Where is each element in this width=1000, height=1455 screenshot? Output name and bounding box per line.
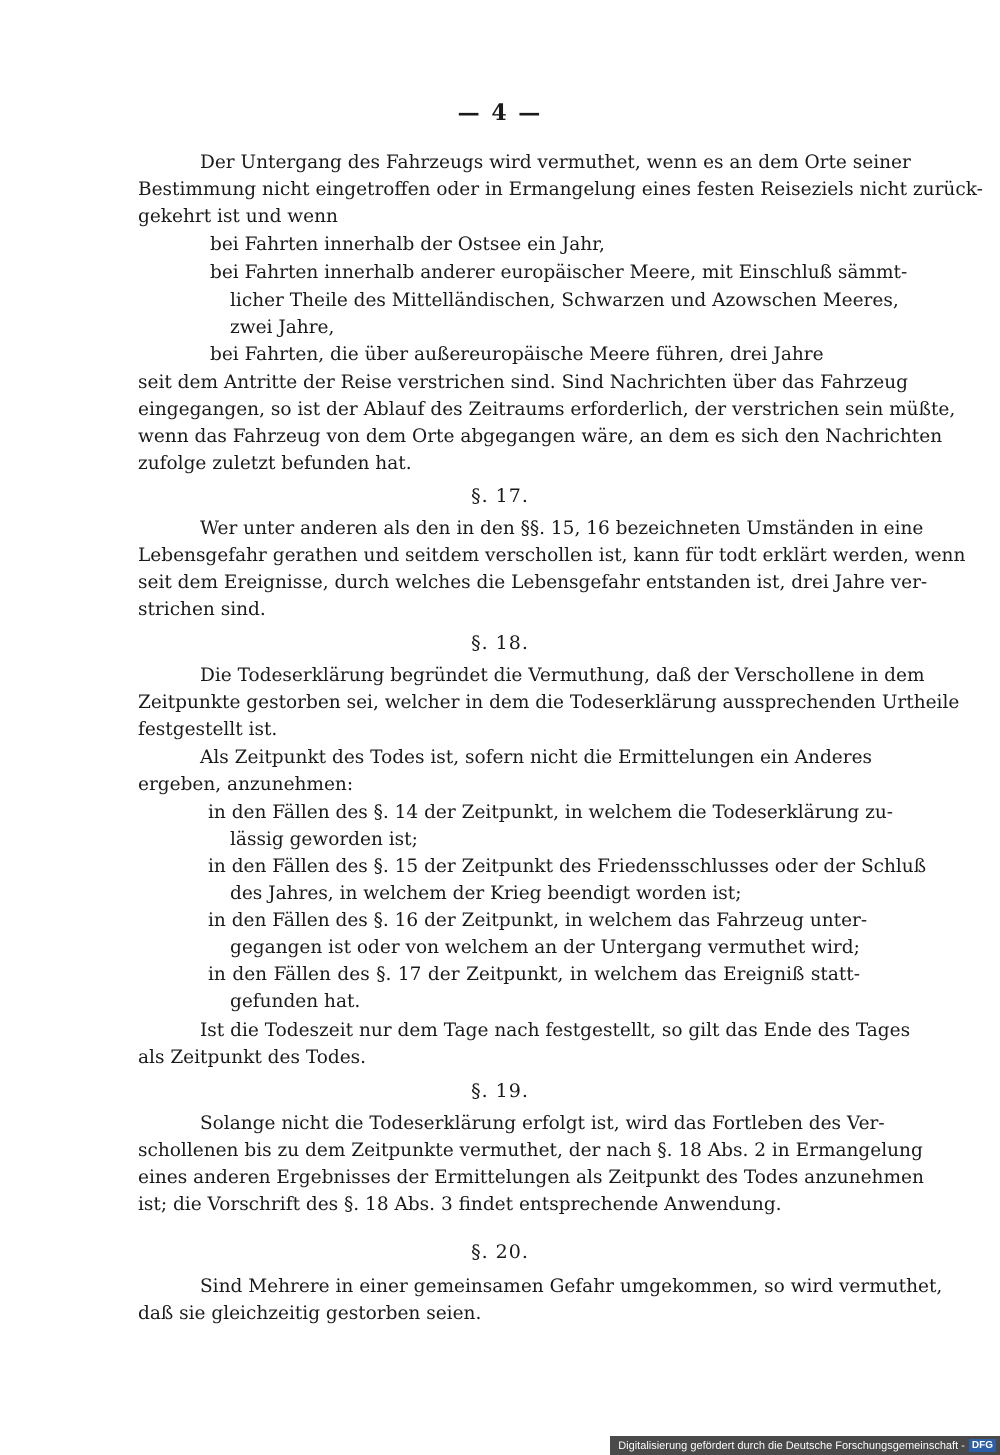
list-item: lässig geworden ist; [230,829,418,850]
section-heading: §. 20. [471,1241,529,1263]
list-item: licher Theile des Mittelländischen, Schwarzen und Azowschen Meeres, [230,290,899,311]
dfg-logo: DFG [969,1439,996,1452]
digitization-footer [610,1436,1000,1455]
text-line: Lebensgefahr gerathen und seitdem verschollen ist, kann für todt erklärt werden, wenn [138,545,966,566]
text-line: Als Zeitpunkt des Todes ist, sofern nicht die Ermittelungen ein Anderes [200,747,873,768]
text-line: seit dem Ereignisse, durch welches die Lebensgefahr entstanden ist, drei Jahre ver- [138,572,928,593]
list-item: gegangen ist oder von welchem an der Untergang vermuthet wird; [230,937,860,958]
text-line: Bestimmung nicht eingetroffen oder in Ermangelung eines festen Reiseziels nicht zurück- [138,179,983,200]
text-line: wenn das Fahrzeug von dem Orte abgegangen wäre, an dem es sich den Nachrichten [138,426,943,447]
text-line: seit dem Antritte der Reise verstrichen sind. Sind Nachrichten über das Fahrzeug [138,372,908,393]
text-line: Wer unter anderen als den in den §§. 15, 16 bezeichneten Umständen in eine [200,518,924,539]
list-item: in den Fällen des §. 17 der Zeitpunkt, in welchem das Ereigniß statt- [208,964,860,985]
section-heading: §. 18. [471,632,529,654]
list-item: bei Fahrten innerhalb der Ostsee ein Jahr, [210,234,605,255]
list-item: des Jahres, in welchem der Krieg beendigt worden ist; [230,883,742,904]
text-line: zufolge zuletzt befunden hat. [138,453,412,474]
text-line: eingegangen, so ist der Ablauf des Zeitraums erforderlich, der verstrichen sein müßte, [138,399,956,420]
text-line: festgestellt ist. [138,719,278,740]
text-line: Sind Mehrere in einer gemeinsamen Gefahr umgekommen, so wird vermuthet, [200,1276,943,1297]
section-heading: §. 19. [471,1080,529,1102]
text-line: ergeben, anzunehmen: [138,774,354,795]
list-item: in den Fällen des §. 15 der Zeitpunkt des Friedensschlusses oder der Schluß [208,856,927,877]
list-item: gefunden hat. [230,991,361,1012]
list-item: in den Fällen des §. 14 der Zeitpunkt, in welchem die Todeserklärung zu- [208,802,894,823]
text-line: strichen sind. [138,599,266,620]
text-line: gekehrt ist und wenn [138,206,338,227]
section-heading: §. 17. [471,485,529,507]
page-number: — 4 — [457,100,543,126]
list-item: bei Fahrten, die über außereuropäische Meere führen, drei Jahre [210,344,824,365]
text-line: ist; die Vorschrift des §. 18 Abs. 3 findet entsprechende Anwendung. [138,1194,782,1215]
list-item: bei Fahrten innerhalb anderer europäischer Meere, mit Einschluß sämmt- [210,262,908,283]
text-line: Ist die Todeszeit nur dem Tage nach festgestellt, so gilt das Ende des Tages [200,1020,911,1041]
text-line: daß sie gleichzeitig gestorben seien. [138,1303,482,1324]
footer-text: Digitalisierung gefördert durch die Deutsche Forschungsgemeinschaft - [618,1439,965,1452]
text-line: Solange nicht die Todeserklärung erfolgt ist, wird das Fortleben des Ver- [200,1113,885,1134]
text-line: Die Todeserklärung begründet die Vermuthung, daß der Verschollene in dem [200,665,925,686]
text-line: Der Untergang des Fahrzeugs wird vermuthet, wenn es an dem Orte seiner [200,152,911,173]
text-line: Zeitpunkte gestorben sei, welcher in dem die Todeserklärung aussprechenden Urtheile [138,692,960,713]
list-item: in den Fällen des §. 16 der Zeitpunkt, in welchem das Fahrzeug unter- [208,910,868,931]
text-line: als Zeitpunkt des Todes. [138,1047,367,1068]
text-line: eines anderen Ergebnisses der Ermittelungen als Zeitpunkt des Todes anzunehmen [138,1167,924,1188]
list-item: zwei Jahre, [230,317,335,338]
text-line: schollenen bis zu dem Zeitpunkte vermuthet, der nach §. 18 Abs. 2 in Ermangelung [138,1140,923,1161]
